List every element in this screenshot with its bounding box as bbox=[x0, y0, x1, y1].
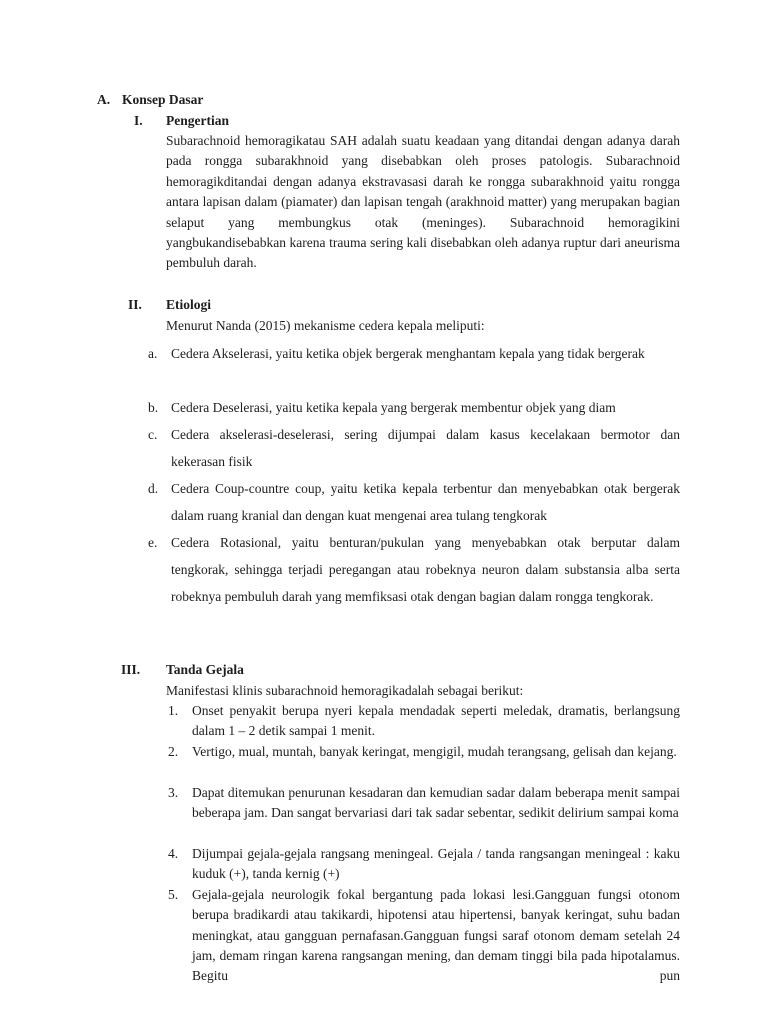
gejala-title: Tanda Gejala bbox=[166, 662, 244, 677]
list-item: Cedera Akselerasi, yaitu ketika objek bergerak menghantam kepala yang tidak bergerak bbox=[171, 346, 645, 361]
pengertian-marker: I. bbox=[134, 113, 143, 128]
list-item-marker: d. bbox=[148, 481, 159, 496]
list-item-marker: e. bbox=[148, 535, 158, 550]
pengertian-body: Subarachnoid hemoragikatau SAH adalah suatu keadaan yang ditandai dengan adanya darah pada rongga subarakhnoid yang disebabkan oleh proses patologis. Subarachnoid hemoragikditandai dengan adanya ekstravasasi darah ke rongga subarakhnoid yaitu rongga antara lapisan dalam (piamater) dan lapisan tengah (arakhnoid matter) yang merupakan bagian selaput yang membungkus otak (meninges). Subarachnoid hemoragikini yangbukandisebabkan karena trauma sering kali disebabkan oleh adanya ruptur dari aneurisma pembuluh darah. bbox=[166, 133, 680, 271]
list-item: Vertigo, mual, muntah, banyak keringat, mengigil, mudah terangsang, gelisah dan kejang. bbox=[192, 744, 677, 759]
etiologi-title: Etiologi bbox=[166, 297, 212, 312]
list-item-marker: a. bbox=[148, 346, 158, 361]
list-item-marker: 5. bbox=[168, 887, 179, 902]
list-item: Dapat ditemukan penurunan kesadaran dan kemudian sadar dalam beberapa menit sampai beberapa jam. Dan sangat bervariasi dari tak sadar sebentar, sedikit delirium sampai koma bbox=[192, 785, 680, 821]
etiologi-marker: II. bbox=[128, 297, 142, 312]
section-title: Konsep Dasar bbox=[122, 92, 204, 107]
gejala-marker: III. bbox=[121, 662, 141, 677]
list-item-marker: 2. bbox=[168, 744, 179, 759]
list-item-marker: c. bbox=[148, 427, 158, 442]
list-item-marker: 3. bbox=[168, 785, 179, 800]
section-marker: A. bbox=[97, 92, 111, 107]
list-item-marker: 4. bbox=[168, 846, 179, 861]
list-item: Gejala-gejala neurologik fokal bergantung pada lokasi lesi.Gangguan fungsi otonom berupa bradikardi atau takikardi, hipotensi atau hipertensi, banyak keringat, suhu badan meningkat, atau gangguan pernafasan.Gangguan fungsi saraf otonom demam setelah 24 jam, demam ringan karena rangsangan mening, dan demam tinggi bila pada hipotalamus. Begitu pun bbox=[192, 887, 680, 984]
list-item: Cedera Deselerasi, yaitu ketika kepala yang bergerak membentur objek yang diam bbox=[171, 400, 616, 415]
gejala-intro: Manifestasi klinis subarachnoid hemoragikadalah sebagai berikut: bbox=[166, 683, 524, 698]
list-item: Cedera Coup-countre coup, yaitu ketika kepala terbentur dan menyebabkan otak bergerak dalam ruang kranial dan dengan kuat mengenai area tulang tengkorak bbox=[171, 481, 680, 523]
list-item: Onset penyakit berupa nyeri kepala mendadak seperti meledak, dramatis, berlangsung dalam 1 – 2 detik sampai 1 menit. bbox=[192, 703, 680, 739]
list-item: Dijumpai gejala-gejala rangsang meningeal. Gejala / tanda rangsangan meningeal : kaku kuduk (+), tanda kernig (+) bbox=[192, 846, 680, 882]
etiologi-intro: Menurut Nanda (2015) mekanisme cedera kepala meliputi: bbox=[166, 318, 485, 333]
list-item-marker: b. bbox=[148, 400, 159, 415]
list-item: Cedera akselerasi-deselerasi, sering dijumpai dalam kasus kecelakaan bermotor dan kekerasan fisik bbox=[171, 427, 680, 469]
pengertian-title: Pengertian bbox=[166, 113, 229, 128]
list-item: Cedera Rotasional, yaitu benturan/pukulan yang menyebabkan otak berputar dalam tengkorak, sehingga terjadi peregangan atau robeknya neuron dalam substansia alba serta robeknya pembuluh darah yang memfiksasi otak dengan bagian dalam rongga tengkorak. bbox=[171, 535, 680, 604]
list-item-marker: 1. bbox=[168, 703, 179, 718]
